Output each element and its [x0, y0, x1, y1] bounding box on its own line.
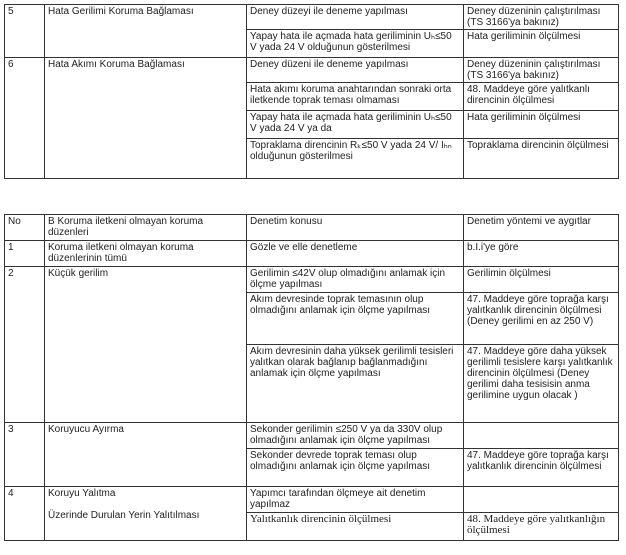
- inspection-topic: Topraklama direncinin Rₖ≤50 V yada 24 V/ Iₕₙ olduğunun gösterilmesi: [247, 139, 464, 179]
- row-number: 5: [5, 5, 45, 58]
- row-number: 6: [5, 58, 45, 179]
- device-name-secondary: Üzerinde Durulan Yerin Yalıtılması: [48, 510, 200, 521]
- inspection-topic: Sekonder devrede toprak teması olup olmadığını anlamak için ölçme yapılması: [247, 449, 464, 487]
- inspection-method: 47. Maddeye göre daha yüksek gerilimli tesislere karşı yalıtkanlık direncinin ölçülmesi (Deney gerilimi daha tesisisin anma gerilimine uygun olacak ): [464, 345, 619, 423]
- header-topic: Denetim konusu: [247, 215, 464, 241]
- inspection-topic: Gözle ve elle denetleme: [247, 241, 464, 267]
- inspection-topic: Yalıtkanlık direncinin ölçülmesi: [247, 513, 464, 541]
- inspection-topic: Gerilimin ≤42V olup olmadığını anlamak için ölçme yapılması: [247, 267, 464, 293]
- inspection-method: Deney düzeninin çalıştırılması (TS 3166'ya bakınız): [464, 5, 619, 30]
- device-name: Koruyucu Ayırma: [45, 423, 247, 487]
- device-name: Hata Akımı Koruma Bağlaması: [45, 58, 247, 179]
- table-row: [5, 487, 619, 513]
- inspection-method: Topraklama direncinin ölçülmesi: [464, 139, 619, 179]
- inspection-method: [464, 423, 619, 449]
- inspection-topic: Hata akımı koruma anahtarından sonraki orta iletkende toprak teması olmaması: [247, 83, 464, 111]
- table-row: [5, 423, 619, 449]
- device-name-group: [45, 487, 247, 541]
- inspection-topic: Yapay hata ile açmada hata geriliminin Uₕ≤50 V yada 24 V olduğunun gösterilmesi: [247, 30, 464, 58]
- inspection-topic: Yapay hata ile açmada hata geriliminin Uₕ≤50 V yada 24 V ya da: [247, 111, 464, 139]
- device-name: Hata Gerilimi Koruma Bağlaması: [45, 5, 247, 58]
- inspection-topic: Sekonder gerilimin ≤250 V ya da 330V olup olmadığını anlamak için ölçme yapılması: [247, 423, 464, 449]
- header-no: No: [5, 215, 45, 241]
- table-row: [5, 5, 619, 30]
- row-number: 1: [5, 241, 45, 267]
- inspection-topic: Deney düzeni ile deneme yapılması: [247, 58, 464, 83]
- inspection-method: Gerilimin ölçülmesi: [464, 267, 619, 293]
- row-number: 3: [5, 423, 45, 487]
- table-row: [5, 58, 619, 83]
- inspection-method: Hata geriliminin ölçülmesi: [464, 111, 619, 139]
- inspection-method: b.I.i'ye göre: [464, 241, 619, 267]
- inspection-method: [464, 487, 619, 513]
- protection-table-upper: [4, 4, 619, 179]
- device-name: Koruma iletkeni olmayan koruma düzenlerinin tümü: [45, 241, 247, 267]
- protection-table-lower: [4, 214, 619, 541]
- inspection-topic: Deney düzeyi ile deneme yapılması: [247, 5, 464, 30]
- table-header: [5, 215, 619, 241]
- inspection-method: 48. Maddeye göre yalıtkanlığın ölçülmesi: [464, 513, 619, 541]
- header-method: Denetim yöntemi ve aygıtlar: [464, 215, 619, 241]
- inspection-method: Deney düzeninin çalıştırılması (TS 3166'ya bakınız): [464, 58, 619, 83]
- inspection-topic: Akım devresinde toprak temasının olup olmadığını anlamak için ölçme yapılması: [247, 293, 464, 345]
- inspection-method: 47. Maddeye göre toprağa karşı yalıtkanlık direncinin ölçülmesi (Deney gerilimi en az 250 V): [464, 293, 619, 345]
- inspection-method: Hata geriliminin ölçülmesi: [464, 30, 619, 58]
- row-number: 2: [5, 267, 45, 423]
- inspection-method: 48. Maddeye göre yalıtkanlı direncinin ölçülmesi: [464, 83, 619, 111]
- inspection-topic: Akım devresinin daha yüksek gerilimli tesisleri yalıtkan olarak bağlanıp bağlanmadığını anlamak için ölçme yapılması: [247, 345, 464, 423]
- table-row: [5, 267, 619, 293]
- row-number: 4: [5, 487, 45, 541]
- table-row: [5, 241, 619, 267]
- inspection-method: 47. Maddeye göre toprağa karşı yalıtkanlık direncinin ölçülmesi: [464, 449, 619, 487]
- inspection-topic: Yapımcı tarafından ölçmeye ait denetim yapılmaz: [247, 487, 464, 513]
- device-name: Küçük gerilim: [45, 267, 247, 423]
- device-name: Koruyu Yalıtma: [48, 488, 116, 499]
- header-name: B Koruma iletkeni olmayan koruma düzenleri: [45, 215, 247, 241]
